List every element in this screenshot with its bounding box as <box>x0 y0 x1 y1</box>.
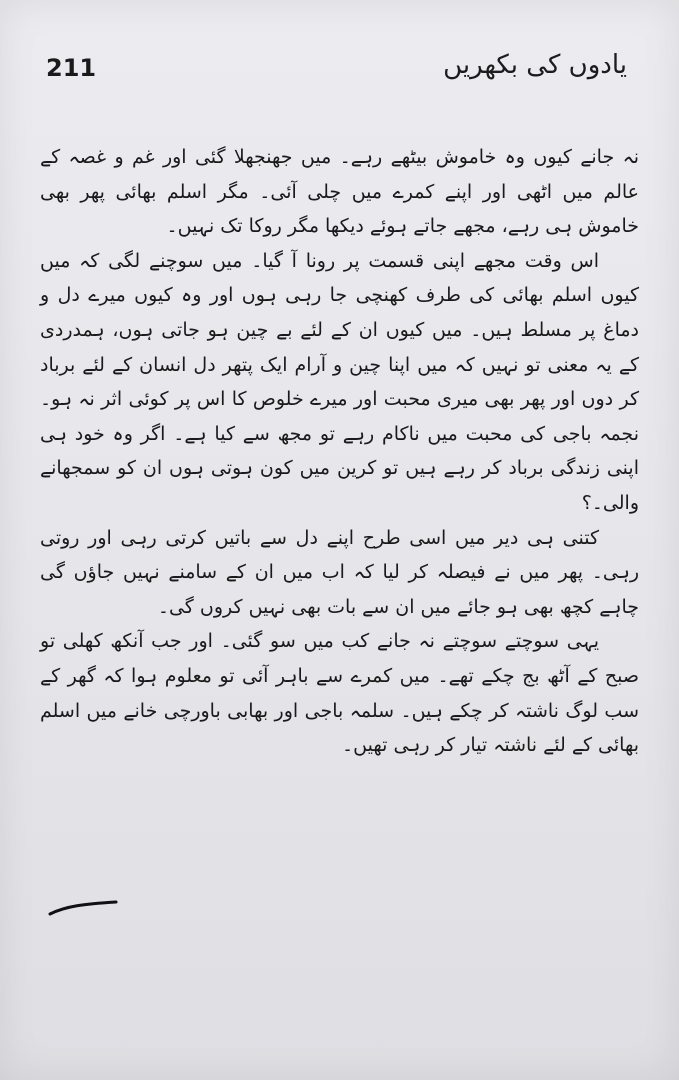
paragraph: نہ جانے کیوں وہ خاموش بیٹھے رہے۔ میں جھنجھلا گئی اور غم و غصہ کے عالم میں اٹھی اور اپنے کمرے میں چلی آئی۔ مگر اسلم بھائی پھر بھی خاموش ہی رہے، مجھے جاتے ہوئے دیکھا مگر روکا تک نہیں۔ <box>40 146 639 238</box>
ink-stroke-mark <box>48 898 118 920</box>
paragraph: کتنی ہی دیر میں اسی طرح اپنے دل سے باتیں کرتی رہی اور روتی رہی۔ پھر میں نے فیصلہ کر لیا کہ اب میں ان کے سامنے نہیں جاؤں گی چاہے کچھ بھی ہو جائے میں ان سے بات بھی نہیں کروں گی۔ <box>40 526 639 618</box>
paragraph: اس وقت مجھے اپنی قسمت پر رونا آ گیا۔ میں سوچنے لگی کہ میں کیوں اسلم بھائی کی طرف کھنچی جا رہی ہوں اور وہ کیوں میرے دل و دماغ پر مسلط ہیں۔ میں کیوں ان کے لئے بے چین ہو جاتی ہوں، ہمدردی کے یہ معنی تو نہیں کہ میں اپنا چین و آرام ایک پتھر دل انسان کے لئے برباد کر دوں اور پھر بھی میری محبت اور میرے خلوص کا اس پر کوئی اثر نہ ہو۔ نجمہ باجی کی محبت میں ناکام رہے تو مجھ سے کیا ہے۔ اگر وہ خود ہی اپنی زندگی برباد کر رہے ہیں تو کرین میں کون ہوتی ہوں ان کو سمجھانے والی۔؟ <box>40 249 639 514</box>
paragraph: یہی سوچتے سوچتے نہ جانے کب میں سو گئی۔ اور جب آنکھ کھلی تو صبح کے آٹھ بج چکے تھے۔ میں کمرے سے باہر آئی تو معلوم ہوا کہ گھر کے سب لوگ ناشتہ کر چکے ہیں۔ سلمہ باجی اور بھابی باورچی خانے میں اسلم بھائی کے لئے ناشتہ تیار کر رہی تھیں۔ <box>40 630 639 757</box>
body-text <box>40 140 639 763</box>
running-head: یادوں کی بکھریں <box>443 50 627 80</box>
page-number: 211 <box>46 54 97 82</box>
